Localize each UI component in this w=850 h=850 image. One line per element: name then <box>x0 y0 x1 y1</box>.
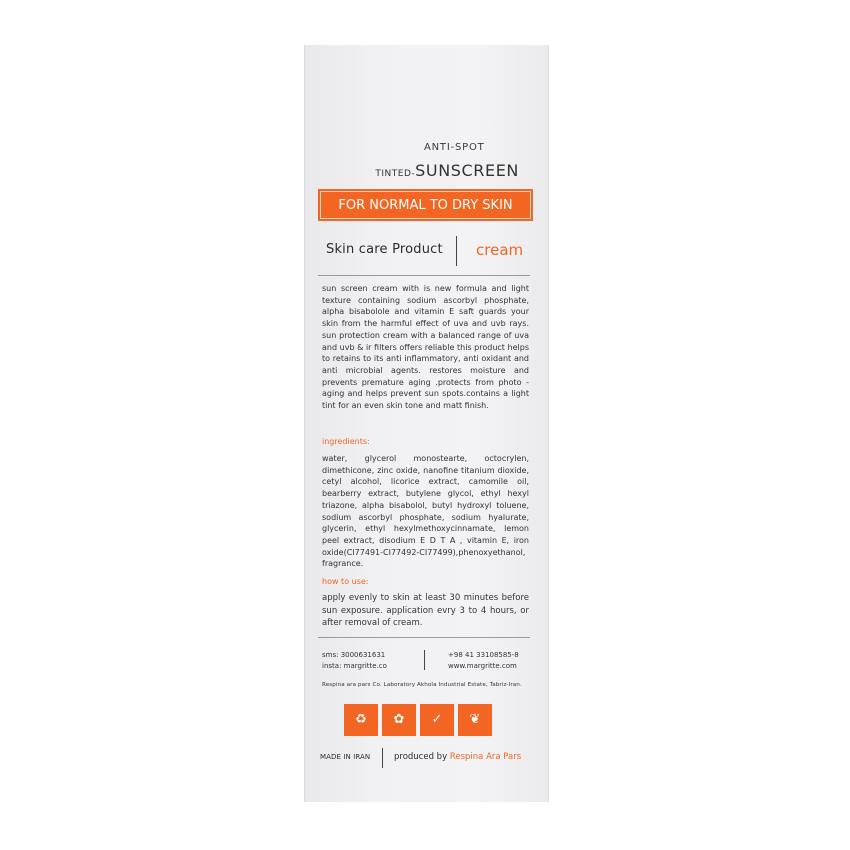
hand-leaf-badge <box>458 704 492 736</box>
recycle-badge <box>344 704 378 736</box>
brand-name: Respina Ara Pars <box>449 752 522 762</box>
sms-number: sms: 3000631631 <box>322 651 386 659</box>
ingredients-heading: ingredients: <box>322 437 370 446</box>
instagram-handle: insta: margritte.co <box>322 662 387 670</box>
category-label: Skin care Product <box>326 242 443 257</box>
product-box <box>304 45 549 802</box>
checkmark-badge <box>420 704 454 736</box>
contact-right <box>448 650 519 672</box>
flower-badge <box>382 704 416 736</box>
ingredients-text: water, glycerol monostearte, octocrylen, dimethicone, zinc oxide, nanofine titanium dioxide, cetyl alcohol, licorice extract, camomile oil, bearberry extract, butylene glycol, ethyl hexyl triazone, alpha bisabolol, butyl hydroxyl toluene, sodium ascorbyl phosphate, sodium hyalurate, glycerin, ethyl hexylmethoxycinnamate, lemon peel extract, disodium E D T A , vitamin E, iron oxide(CI77491-CI77492-CI77499),phenoxyethanol, fragrance. <box>322 454 529 569</box>
divider-line <box>318 275 530 276</box>
divider <box>382 748 383 768</box>
produced-by <box>394 752 521 762</box>
product-subtitle: ANTI-SPOT <box>424 142 485 153</box>
skin-type-text: FOR NORMAL TO DRY SKIN <box>320 191 531 219</box>
divider <box>424 650 425 670</box>
skin-type-banner <box>318 189 533 221</box>
product-title-prefix: TINTED- <box>375 169 416 179</box>
flower-icon: ✿ <box>393 712 405 727</box>
how-to-use-text: apply evenly to skin at least 30 minutes before sun exposure. application evry 3 to 4 hours, or after removal of cream. <box>322 593 529 628</box>
divider <box>456 236 457 266</box>
how-to-use-heading: how to use: <box>322 577 369 586</box>
hand-leaf-icon: ❦ <box>469 712 481 727</box>
description-text: sun screen cream with is new formula and light texture containing sodium ascorbyl phosphate, alpha bisabolole and vitamin E saft guards your skin from the harmful effect of uva and uvb rays. sun protection cream with a balanced range of uva and uvb & ir filters offers reliable this product helps to retains to its anti inflammatory, anti oxidant and anti microbial agents. restores moisture and prevents premature aging .protects from photo - aging and helps prevent sun spots.contains a light tint for an even skin tone and matt finish. <box>322 284 529 411</box>
produced-by-label: produced by <box>394 752 448 762</box>
product-title-main: SUNSCREEN <box>415 161 519 180</box>
made-in-label: MADE IN IRAN <box>320 753 371 761</box>
contact-left <box>322 650 387 672</box>
website-url: www.margritte.com <box>448 662 517 670</box>
phone-number: +98 41 33108585-8 <box>448 651 519 659</box>
product-title <box>354 161 519 180</box>
badge-row <box>344 704 492 736</box>
recycle-icon: ♻ <box>355 712 367 727</box>
checkmark-leaf-icon: ✓ <box>431 712 443 727</box>
form-label: cream <box>476 241 524 259</box>
company-address: Respina ara pars Co. Laboratory Akhola Industrial Estate, Tabriz-Iran. <box>322 682 522 688</box>
divider-line <box>318 637 530 638</box>
